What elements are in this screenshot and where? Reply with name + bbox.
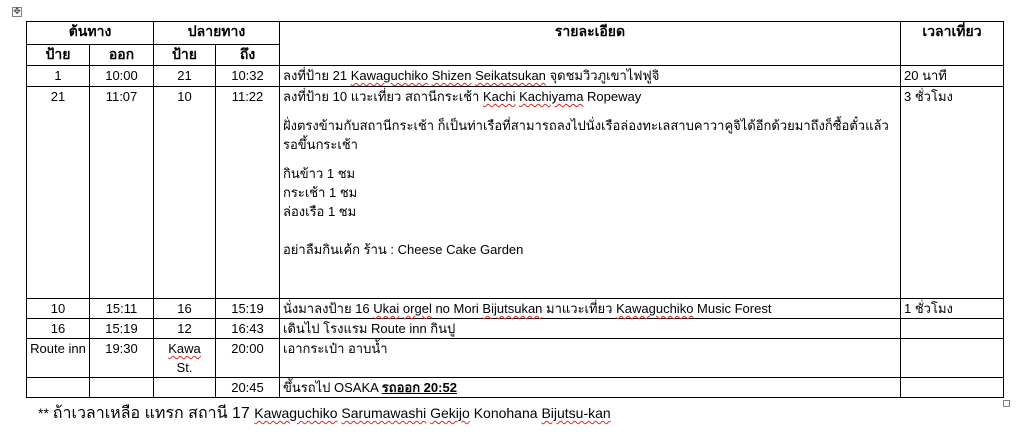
- duration-cell: 3 ชั่วโมง: [901, 87, 1004, 299]
- table-move-handle-icon[interactable]: ✥: [13, 7, 21, 17]
- destination-header: ปลายทาง: [154, 22, 280, 45]
- destination-stop-cell: 12: [154, 319, 216, 339]
- duration-cell: [901, 319, 1004, 339]
- origin-stop-cell: Route inn: [27, 339, 90, 378]
- duration-cell: 20 นาที: [901, 66, 1004, 87]
- table-row: [27, 339, 1004, 378]
- detail-line: อย่าลืมกินเค้ก ร้าน : Cheese Cake Garden: [283, 242, 524, 257]
- detail-line: กินข้าว 1 ชม: [283, 166, 356, 181]
- arrive-header: ถึง: [216, 45, 280, 66]
- detail-cell: ลงที่ป้าย 21 Kawaguchiko Shizen Seikatsukan จุดชมวิวภูเขาไฟฟูจิ: [280, 66, 901, 87]
- destination-stop-cell: [154, 378, 216, 398]
- table-row: [27, 66, 1004, 87]
- destination-stop-cell: 10: [154, 87, 216, 299]
- duration-header: เวลาเที่ยว: [901, 22, 1004, 66]
- duration-cell: [901, 378, 1004, 398]
- destination-stop-header: ป้าย: [154, 45, 216, 66]
- destination-stop-cell: Kawa St.: [154, 339, 216, 378]
- arrive-cell: 11:22: [216, 87, 280, 299]
- footnote: ** ถ้าเวลาเหลือ แทรก สถานี 17 Kawaguchiko Sarumawashi Gekijo Konohana Bijutsu-kan: [38, 405, 611, 422]
- table-row: [27, 87, 1004, 299]
- detail-cell: ลงที่ป้าย 10 แวะเที่ยว สถานีกระเช้า Kachi Kachiyama Ropeway ฝั่งตรงข้ามกับสถานีกระเช้า ก็เป็นท่าเรือที่สามารถลงไปนั่งเรือล่องทะเลสาบคาวาคูจิได้อีกด้วยมาถึงก็ซื้อตั๋วแล้วรอขึ้นกระเช้า กินข้าว 1 ชม กระเช้า 1 ชม ล่องเรือ 1 ชม อย่าลืมกินเค้ก ร้าน : Cheese Cake Garden: [280, 87, 901, 299]
- duration-cell: 1 ชั่วโมง: [901, 299, 1004, 319]
- table-row: [27, 299, 1004, 319]
- depart-cell: [90, 378, 154, 398]
- detail-cell: นั่งมาลงป้าย 16 Ukai orgel no Mori Bijutsukan มาแวะเที่ยว Kawaguchiko Music Forest: [280, 299, 901, 319]
- detail-cell: ขึ้นรถไป OSAKA รถออก 20:52: [280, 378, 901, 398]
- table-row: [27, 319, 1004, 339]
- depart-cell: 15:11: [90, 299, 154, 319]
- arrive-cell: 20:00: [216, 339, 280, 378]
- origin-stop-cell: 16: [27, 319, 90, 339]
- depart-cell: 11:07: [90, 87, 154, 299]
- depart-cell: 10:00: [90, 66, 154, 87]
- depart-cell: 15:19: [90, 319, 154, 339]
- origin-stop-header: ป้าย: [27, 45, 90, 66]
- destination-stop-cell: 21: [154, 66, 216, 87]
- arrive-cell: 16:43: [216, 319, 280, 339]
- schedule-table: [26, 21, 1004, 398]
- arrive-cell: 10:32: [216, 66, 280, 87]
- origin-header: ต้นทาง: [27, 22, 154, 45]
- details-header: รายละเอียด: [280, 22, 901, 66]
- destination-stop-cell: 16: [154, 299, 216, 319]
- origin-stop-cell: 10: [27, 299, 90, 319]
- origin-stop-cell: 21: [27, 87, 90, 299]
- origin-stop-cell: 1: [27, 66, 90, 87]
- arrive-cell: 20:45: [216, 378, 280, 398]
- depart-cell: 19:30: [90, 339, 154, 378]
- detail-line: ล่องเรือ 1 ชม: [283, 204, 357, 219]
- detail-cell: เอากระเป๋า อาบน้ำ: [280, 339, 901, 378]
- arrive-cell: 15:19: [216, 299, 280, 319]
- depart-header: ออก: [90, 45, 154, 66]
- table-resize-handle-icon[interactable]: [1003, 400, 1010, 407]
- origin-stop-cell: [27, 378, 90, 398]
- duration-cell: [901, 339, 1004, 378]
- header-row-1: [27, 22, 1004, 45]
- detail-line: กระเช้า 1 ชม: [283, 185, 358, 200]
- detail-paragraph: ฝั่งตรงข้ามกับสถานีกระเช้า ก็เป็นท่าเรือที่สามารถลงไปนั่งเรือล่องทะเลสาบคาวาคูจิได้อีกด้วยมาถึงก็ซื้อตั๋วแล้วรอขึ้นกระเช้า: [283, 118, 889, 152]
- table-row: [27, 378, 1004, 398]
- detail-cell: เดินไป โรงแรม Route inn กินปู: [280, 319, 901, 339]
